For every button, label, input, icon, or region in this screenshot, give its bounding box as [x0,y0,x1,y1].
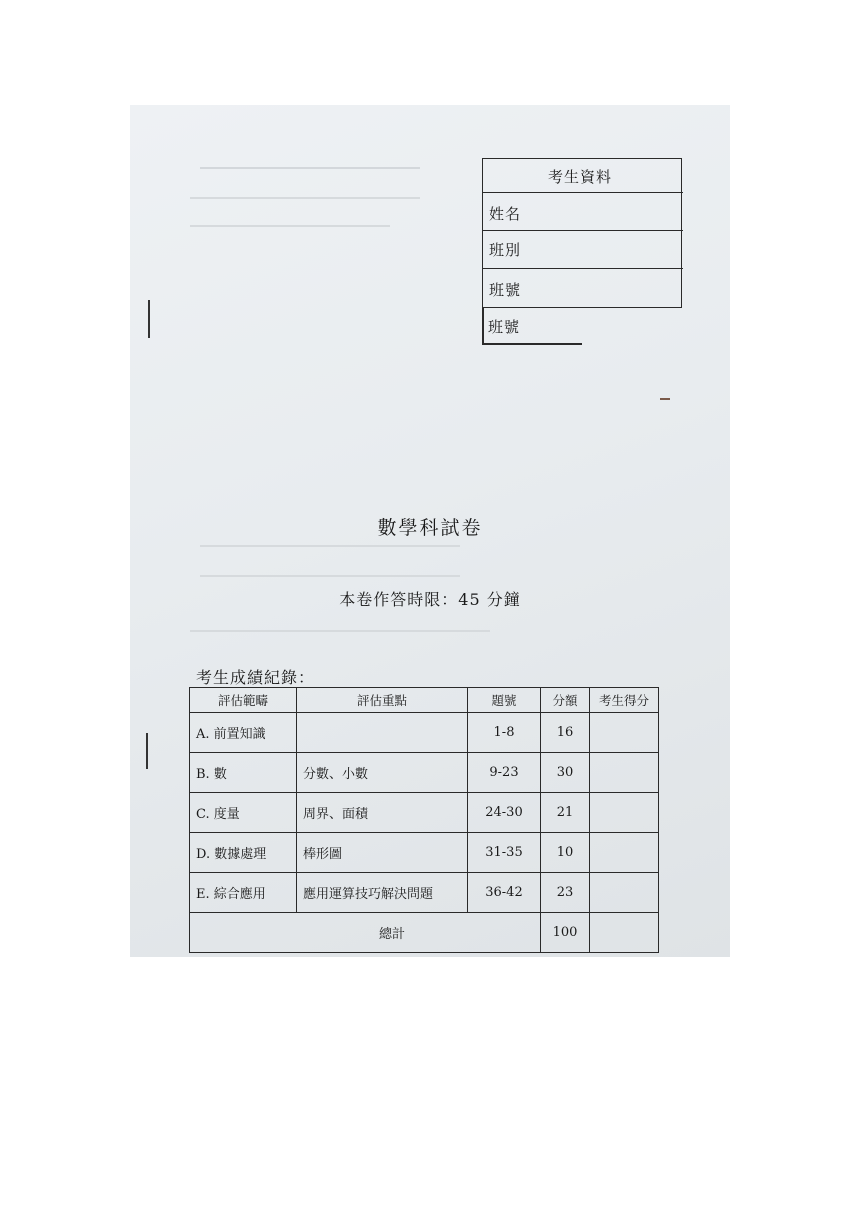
bleed-through-scribble [200,167,420,169]
cell-questions: 1-8 [468,713,541,753]
candidate-info-title: 考生資料 [548,168,613,186]
extra-box-border [482,308,484,344]
header-questions: 題號 [468,688,541,713]
info-label-class: 班別 [489,241,522,259]
margin-mark [146,733,148,769]
cell-focus: 棒形圖 [297,833,468,873]
table-row [190,753,659,793]
cell-score [590,833,659,873]
info-label-name: 姓名 [489,205,522,223]
cell-area: A. 前置知識 [190,713,297,753]
cell-area: B. 數 [190,753,297,793]
extra-class-number-label: 班號 [488,318,521,336]
score-table [189,687,659,953]
table-row [190,713,659,753]
bleed-through-scribble [200,575,460,577]
cell-focus: 分數、小數 [297,753,468,793]
cell-questions: 9-23 [468,753,541,793]
total-row [190,913,659,953]
bleed-through-scribble [190,225,390,227]
extra-box-border [482,343,582,345]
cell-marks: 21 [541,793,590,833]
header-score: 考生得分 [590,688,659,713]
margin-mark [148,300,150,338]
table-header-row [190,688,659,713]
info-row-number [483,268,683,307]
cell-marks: 10 [541,833,590,873]
header-marks: 分額 [541,688,590,713]
header-focus: 評估重點 [297,688,468,713]
header-area: 評估範疇 [190,688,297,713]
total-label [190,913,541,953]
total-label-text: 總計 [378,927,405,942]
cell-marks: 16 [541,713,590,753]
cell-area: E. 綜合應用 [190,873,297,913]
cell-questions: 31-35 [468,833,541,873]
scanned-page-photo [130,105,730,957]
info-row-class [483,230,683,269]
cell-score [590,793,659,833]
paper-title: 數學科試卷 [377,517,483,539]
bleed-through-scribble [190,197,420,199]
cell-score [590,713,659,753]
table-row [190,873,659,913]
total-score [590,913,659,953]
cell-focus: 應用運算技巧解決問題 [297,873,468,913]
info-row-name [483,192,683,231]
cell-marks: 23 [541,873,590,913]
candidate-info-box [482,158,682,308]
cell-focus [297,713,468,753]
cell-score [590,753,659,793]
info-label-number: 班號 [489,281,522,299]
cell-score [590,873,659,913]
margin-mark [660,398,670,400]
cell-questions: 36-42 [468,873,541,913]
cell-questions: 24-30 [468,793,541,833]
bleed-through-scribble [200,545,460,547]
bleed-through-scribble [190,630,490,632]
score-record-label: 考生成績紀錄： [196,668,316,687]
table-row [190,793,659,833]
cell-area: C. 度量 [190,793,297,833]
table-row [190,833,659,873]
total-marks: 100 [541,913,590,953]
cell-focus: 周界、面積 [297,793,468,833]
time-limit: 本卷作答時限：45 分鐘 [339,590,521,609]
cell-marks: 30 [541,753,590,793]
cell-area: D. 數據處理 [190,833,297,873]
